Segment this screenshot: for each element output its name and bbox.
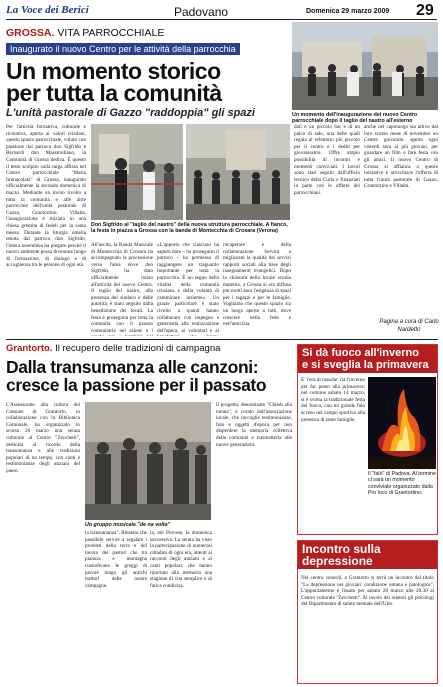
ribbon-cutting-caption: Don Sigfrido al "taglio del nastro" della nuova struttura parrocchiale. A fianco, la festa in piazza a Grossa con la banda di Montecchia di Crosara (Verona): [91, 222, 288, 235]
article1-body-col4: recuperare e della collaborazione. Servirà a migliorare la qualità dei servizi rapporti sociali alla base degli insegnamenti evangelici. Dopo la chiusura della locale scuola materna, a Grossa si era diffusa per molti anni l'esigenza di spazi per i ragazzi e per le famiglie. Vogliamo che questo spazio sia un luogo aperto a tutti, dove crescere nella fede e nell'amicizia.: [223, 242, 291, 328]
newspaper-logo: La Voce dei Berici: [6, 4, 89, 16]
sidebar-depression: [297, 540, 438, 684]
article2-kicker: Grantorto. Il recupero delle tradizioni di campagna: [6, 343, 221, 354]
issue-date: Domenica 29 marzo 2009: [306, 8, 390, 15]
section-divider: [6, 339, 438, 340]
sidebar-depression-body: Nel centro venerdì, a Grantorto si terrà un incontro dal titolo "La depressione nei giovani: condizione umana e patologica". L'appuntamento è fissato per sabato 28 marzo alle 20.30 al Centro culturale "Zecchetti". Al tavolo dei relatori gli psicologi del Dipartimento di salute mentale dell'Ulss.: [301, 575, 434, 608]
article1-headline: Un momento storico per tutta la comunità: [6, 58, 222, 106]
article1-body-col1: Per l'attività formativa, culturale e ricreativa, aperta ai valori cristiani, questo spazio parrocchiale, voluto con passione dal parroco don Sigfrido e Bernardi don Massimiliano, la Comunità di Grossa dedica. È questo il testo scolpito sulla targa affissa nel Centro parrocchiale "Maria Immacolata" di Grossa, inaugurato ufficialmente la seconda domenica di marzo. Mediante un invito rivolto a tutta la comunità e alle altre parrocchie dell'unità pastorale di Gazzo, Grantortino, Villalta, l'inaugurazione è iniziata in una chiesa gremita di fedeli per la santa messa. Durante la liturgia omelia tenuta dal parroco don Sigfrido, l'intera assemblea ha pregato perché il nuovo ambiente possa diventare luogo di formazione, di dialogo e di accoglienza tra le persone di ogni età.: [6, 124, 86, 269]
inauguration-caption: Un momento dell'inaugurazione del nuovo Centro parrocchiale dopo il taglio del nastro all'esterno: [292, 112, 418, 125]
article1-body-col5: dati e un piccolo bar e di un palco di sale, una delle quali regala al refettorio più piccolo per il centro e i dediti per giovanissimi. Offre ampio possibilità di incontri e momenti conviviali. I lavori sono stati seguiti dall'ufficio tecnico della Curia e finanziati in parte con le offerte dei parrocchiani.: [294, 124, 360, 196]
article2-headline: Dalla transumanza alle canzoni: cresce la passione per il passato: [6, 357, 267, 395]
page-number: 29: [416, 2, 434, 19]
band-photo: [186, 124, 290, 220]
bonfire-photo: [368, 377, 436, 469]
sidebar-fire-title: Si dà fuoco all'inverno e si sveglia la primavera: [298, 345, 437, 373]
article1-body-col2: All'uscita, la Banda Musicale di Montecchia di Crosara ha accompagnato la processione verso l'area dove don Sigfrido, ha dato ufficialmente inizio all'attività del nuovo Centro. Il taglio del nastro, alla presenza del sindaco e delle autorità, è stato seguito dalla benedizione dei locali. La festa è proseguita per tutta la comunità con il pranzo comunitario nel salone e i: [91, 242, 153, 334]
inauguration-photo: [292, 22, 438, 110]
article2-body-col1: L'Assessorato alla cultura del Comune di Grantorto, in collaborazione con la Biblioteca Comunale, ha organizzato lo scorso 20 marzo una serata culturale al Centro "Zecchetti", dedicata al ricordo della transumanza e alle tradizioni popolari di un tempo, con canti e testimonianze degli anziani del paese.: [6, 402, 80, 474]
article1-subkicker: Inaugurato il nuovo Centro per le attività della parrocchia: [6, 43, 240, 55]
ribbon-cutting-photo: [91, 124, 183, 220]
article2-body-col3: la, nel Piovese, la domenica successiva. La serata ha visto la partecipazione di numerosi cittadini di ogni età, attenti ai racconti degli anziani e ai canti popolari, che hanno riportato alla memoria una stagione di vita semplice e di fatica condivisa.: [150, 530, 212, 589]
bonfire-caption: Il "falò" di Padova. Al termine ci sarà un momento conviviale organizzato dalla Pro loco di Grantortino.: [368, 471, 436, 497]
sidebar-fire-body-top: E' l'ora di mandar via l'inverno per far posto alla primavera: nel comune sabato 14 marzo, si è svolta la tradizionale festa del fuoco, con un grande falò acceso nel campo sportivo alla presenza di tante famiglie.: [301, 377, 365, 423]
music-group-photo: [85, 402, 211, 520]
article2-body-col2: la transumanza". Rimasto che possibile servire a regalare i prodotti della terra e del lavoro dei pastori che tra pianura e montagna custodivano le greggi di pecore lungo gli antichi tratturi delle nostre campagne.: [85, 530, 147, 589]
article1-body-col3: «L'apporto che ciascuno ha saputo dare – ha proseguito il parroco – ha permesso di raggiungere un traguardo importante per tutta la parrocchia. È un segno della vitalità della comunità cristiana e della volontà di camminare insieme». Un grazie particolare è stato rivolto a quanti hanno collaborato con impegno e generosità alla realizzazione dell'opera, ai volontari e ai: [157, 242, 219, 334]
page-signature: Pagina a cura di Carlo Nardetto: [379, 319, 439, 333]
page-header: [6, 4, 437, 20]
article1-subhead: L'unità pastorale di Gazzo "raddoppia" gli spazi: [6, 107, 255, 119]
article2-body-col4: Il progetto, denominato "Chiedi alla nonna", è curato dall'associazione locale, che raccoglie testimonianze, foto e oggetti d'epoca per non disperdere la memoria collettiva della comunità e trasmetterla alle nuove generazioni.: [216, 402, 292, 448]
article1-kicker: GROSSA. VITA PARROCCHIALE: [6, 27, 165, 39]
section-name: Padovano: [174, 5, 229, 19]
article1-body-col6: anche nel capoluogo sia attivo dal loro scorso mese di novembre un Centro giovanile, aperto ogni venerdì sera ai più giovani, per guardare un film o fare festa con gli amici. Il nuovo Centro di Grossa si affianca a queste iniziative e arricchisce l'offerta di tutta l'unità pastorale di Gazzo, Grantortino e Villalta.: [364, 124, 438, 190]
music-group-caption: Un gruppo musicale "de na volta": [85, 522, 171, 528]
sidebar-depression-title: Incontro sulla depressione: [298, 541, 437, 569]
sidebar-fire: [297, 344, 438, 535]
